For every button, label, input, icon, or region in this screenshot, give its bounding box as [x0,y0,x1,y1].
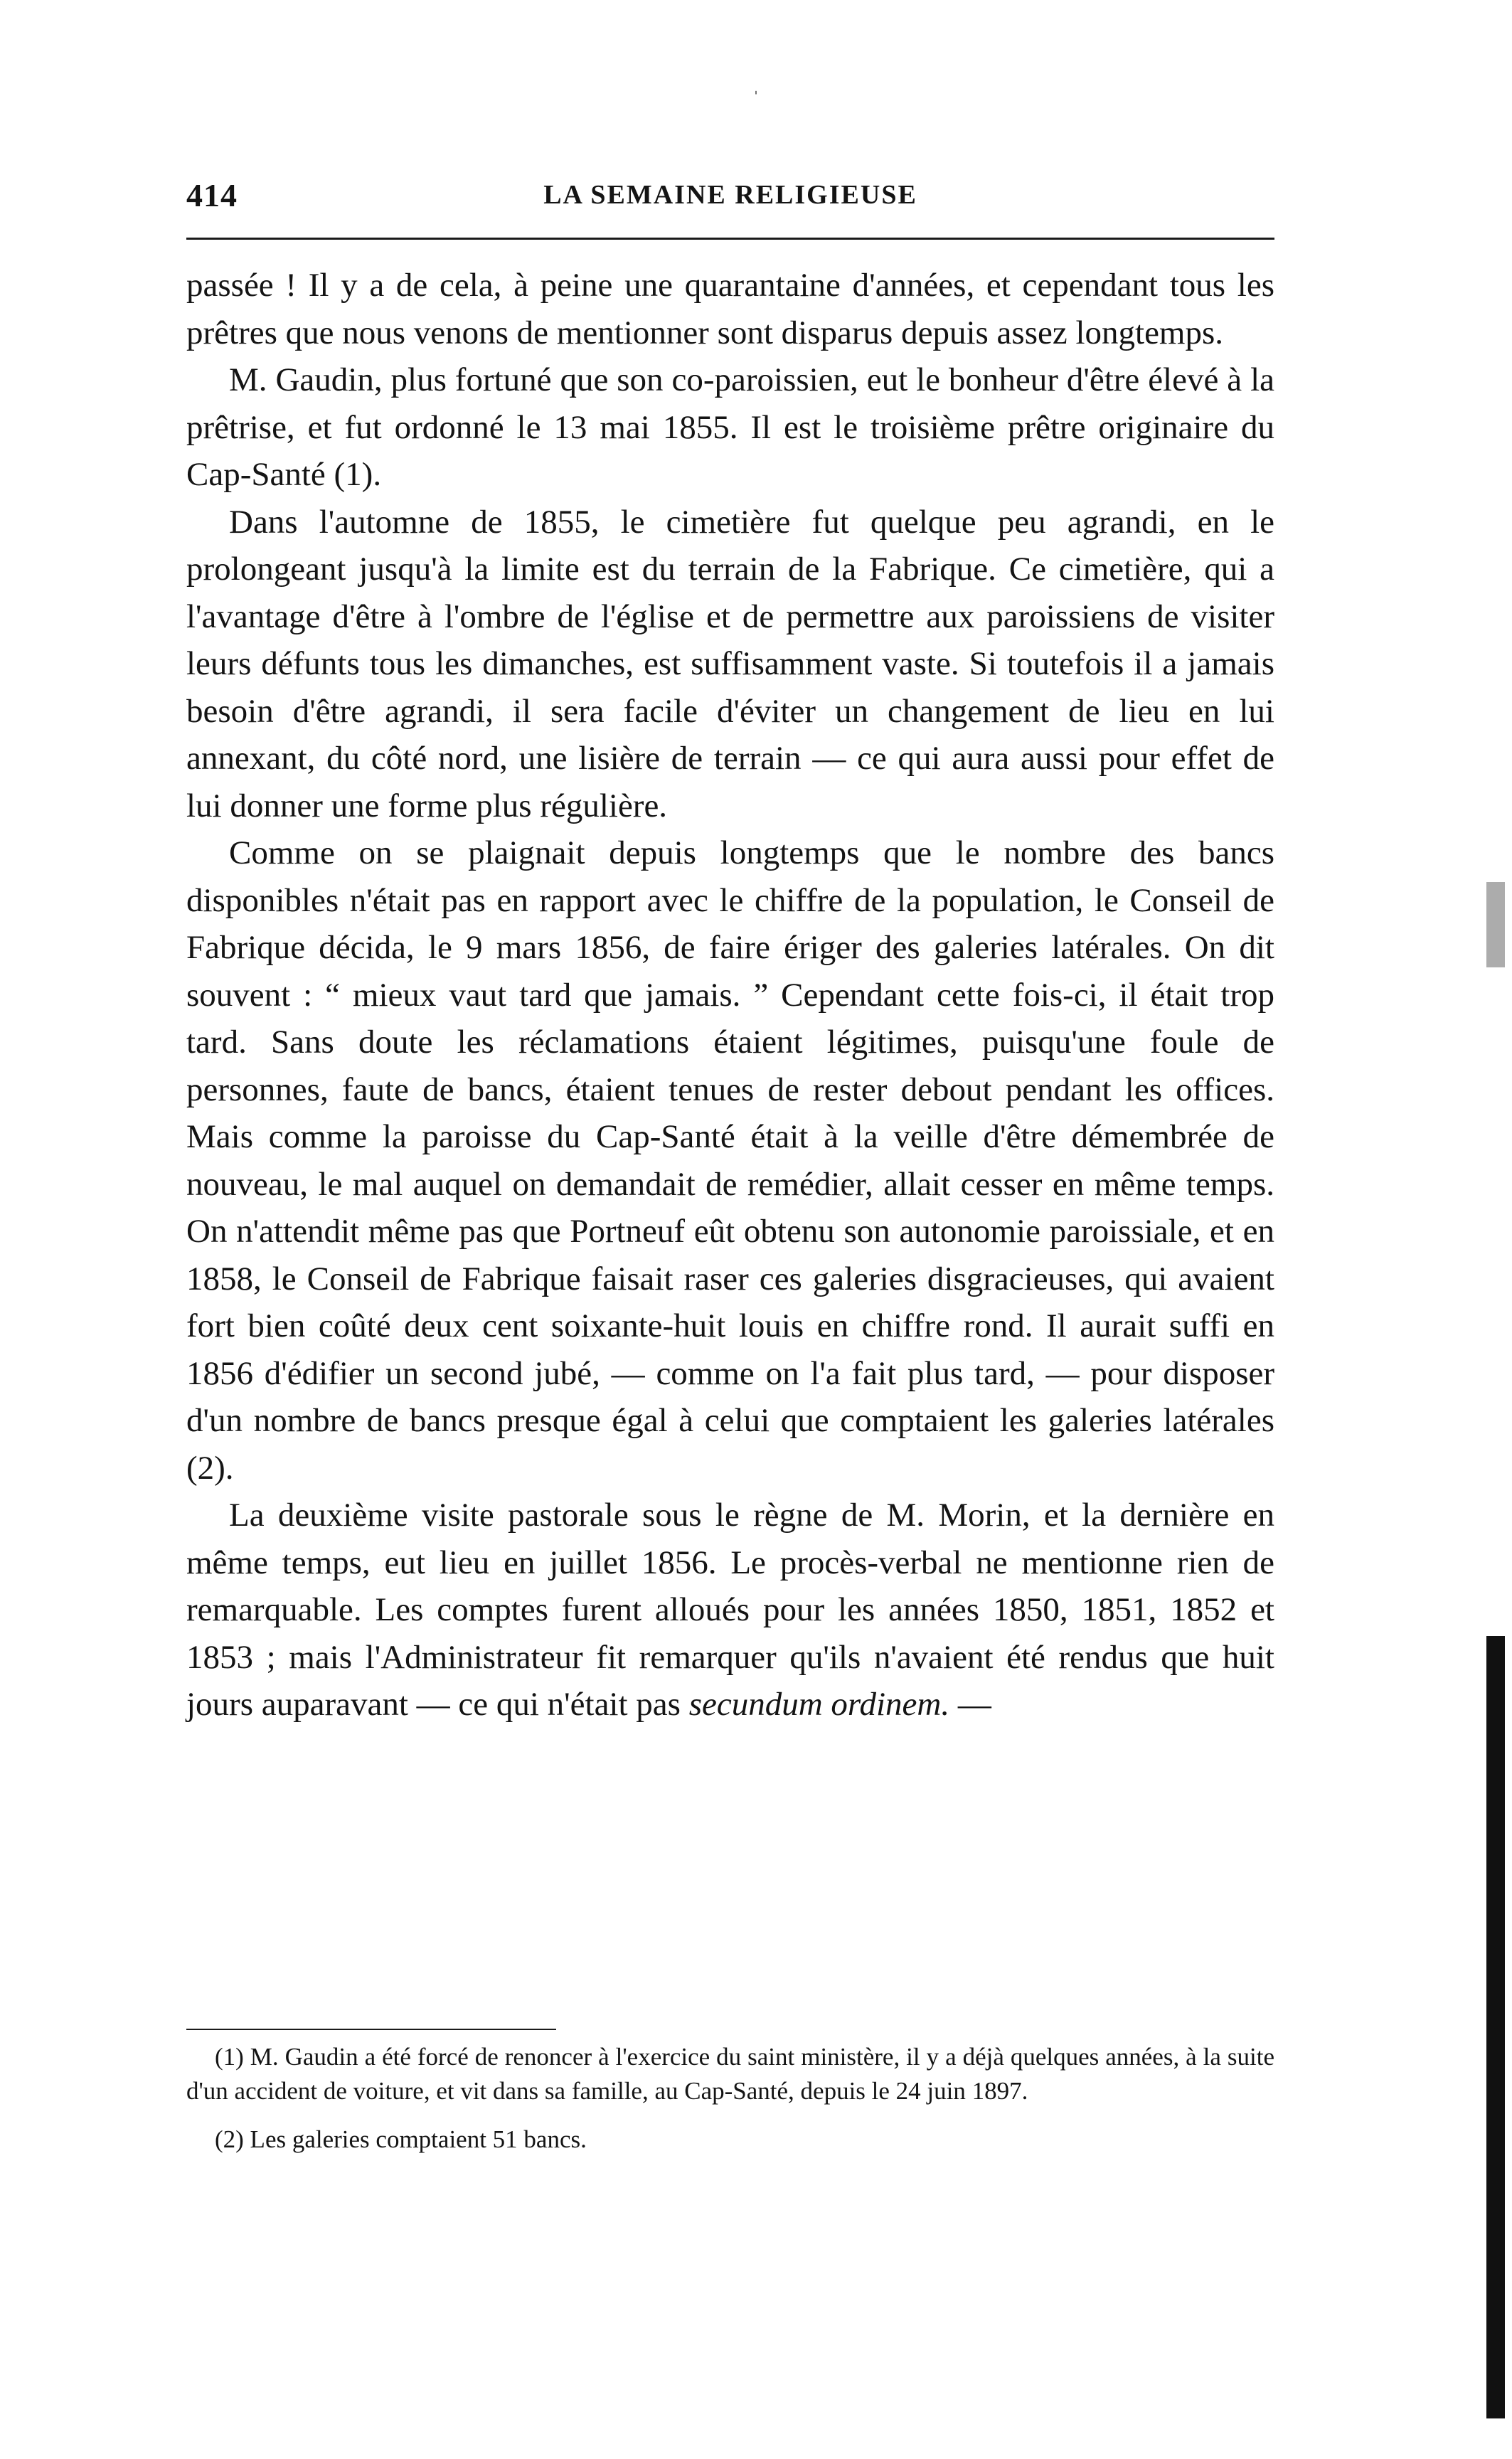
paragraph-last [186,1492,1274,1728]
footnote-2: (2) Les galeries comptaient 51 bancs. [215,2125,587,2153]
page-header [186,176,1274,219]
page-number: 414 [186,177,238,213]
header-rule [186,238,1274,240]
paragraph-tail: — [949,1686,991,1723]
paragraph: passée ! Il y a de cela, à peine une quarantaine d'années, et cependant tous les prêtres que nous venons de mentionner sont disparus depuis assez longtemps. [186,267,1274,351]
scan-edge-shadow [1486,1636,1505,2418]
body-text [186,262,1274,1728]
paragraph-text: La deuxième visite pastorale sous le règne de M. Morin, et la dernière en même temps, eut lieu en juillet 1856. Le procès-verbal ne mentionne rien de remarquable. Les comptes furent alloués pour les années 1850, 1851, 1852 et 1853 ; mais l'Administrateur fit remarquer qu'ils n'avaient été rendus que huit jours auparavant — ce qui n'était pas [186,1497,1274,1723]
paragraph: M. Gaudin, plus fortuné que son co-paroissien, eut le bonheur d'être élevé à la prêtrise, et fut ordonné le 13 mai 1855. Il est le troisième prêtre originaire du Cap-Santé (1). [186,361,1274,493]
margin-mark: ˌ [752,71,760,95]
latin-phrase: secundum ordinem. [688,1686,950,1723]
book-page [186,0,1274,2459]
footnote-rule [186,2029,556,2030]
scan-edge-shadow [1486,882,1505,967]
paragraph: Comme on se plaignait depuis longtemps que le nombre des bancs disponibles n'était pas en rapport avec le chiffre de la population, le Conseil de Fabrique décida, le 9 mars 1856, de faire ériger des galeries latérales. On dit souvent : “ mieux vaut tard que jamais. ” Cependant cette fois-ci, il était trop tard. Sans doute les réclamations étaient légitimes, puisqu'une foule de personnes, faute de bancs, étaient tenues de rester debout pendant les offices. Mais comme la paroisse du Cap-Santé était à la veille d'être démembrée de nouveau, le mal auquel on demandait de remédier, allait cesser en même temps. On n'attendit même pas que Portneuf eût obtenu son autonomie paroissiale, et en 1858, le Conseil de Fabrique faisait raser ces galeries disgracieuses, qui avaient fort bien coûté deux cent soixante-huit louis en chiffre rond. Il aurait suffi en 1856 d'édifier un second jubé, — comme on l'a fait plus tard, — pour disposer d'un nombre de bancs presque égal à celui que comptaient les galeries latérales (2). [186,834,1274,1487]
footnotes [186,2040,1274,2171]
paragraph: Dans l'automne de 1855, le cimetière fut quelque peu agrandi, en le prolongeant jusqu'à la limite est du terrain de la Fabrique. Ce cimetière, qui a l'avantage d'être à l'ombre de l'église et de permettre aux paroissiens de visiter leurs défunts tous les dimanches, est suffisamment vaste. Si toutefois il a jamais besoin d'être agrandi, il sera facile d'éviter un changement de lieu en lui annexant, du côté nord, une lisière de terrain — ce qui aura aussi pour effet de lui donner une forme plus régulière. [186,503,1274,824]
footnote-1: (1) M. Gaudin a été forcé de renoncer à l'exercice du saint ministère, il y a déjà quelques années, à la suite d'un accident de voiture, et vit dans sa famille, au Cap-Santé, depuis le 24 juin 1897. [186,2043,1274,2105]
running-title: LA SEMAINE RELIGIEUSE [543,180,917,210]
